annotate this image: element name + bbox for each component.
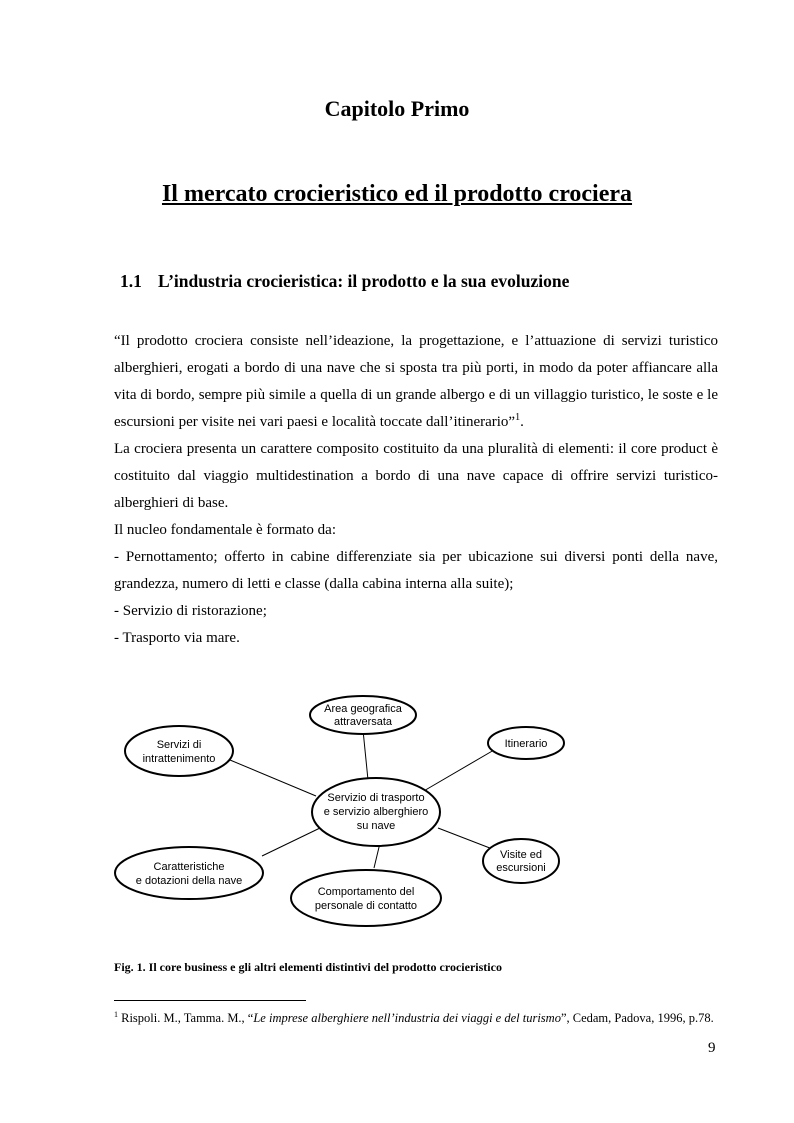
center-line-1: Servizio di trasporto: [327, 792, 425, 804]
list-item: - Servizio di ristorazione;: [114, 603, 267, 619]
list-item: - Trasporto via mare.: [114, 630, 240, 646]
section-number: 1.1: [120, 271, 142, 291]
diagram-node-servizi-intrattenimento: [125, 726, 233, 776]
footnote-reference: 1: [515, 412, 521, 423]
footnote: [114, 1006, 718, 1027]
paragraph-quote: “Il prodotto crociera consiste nell’ideazione, la progettazione, e l’attuazione di servizi turistico alberghieri, erogati a bordo di una nave che si sposta tra più porti, in modo da poter affiancare alla vita di bordo, sempre più simile a quella di un grande albergo e di un villaggio turistico, le soste e le escursioni per visite nei vari paesi e località toccate dall’itinerario”$^1$.: [114, 333, 718, 430]
diagram-center-node: [312, 778, 440, 846]
diagram-node-visite: [483, 839, 559, 883]
node-servizi-line-2: intrattenimento: [142, 753, 216, 765]
node-comportamento-line-1: Comportamento del: [317, 886, 415, 898]
center-line-3: su nave: [356, 820, 396, 832]
center-line-2: e servizio alberghiero: [323, 806, 429, 818]
footnote-divider: [114, 1000, 306, 1001]
paragraph: La crociera presenta un carattere composito costituito da una pluralità di elementi: il core product è costituito dal viaggio multidestination a bordo di una nave capace di offrire servizi turistico-alberghieri di base.: [114, 441, 718, 511]
figure-caption: Fig. 1. Il core business e gli altri elementi distintivi del prodotto crocieristico: [114, 960, 502, 974]
section-heading: [120, 271, 569, 292]
footnote-book-title: Le imprese alberghiere nell’industria dei viaggi e del turismo: [253, 1011, 561, 1026]
footnote-authors: Rispoli. M., Tamma. M., “: [121, 1011, 254, 1026]
list-item: - Pernottamento; offerto in cabine differenziate sia per ubicazione sui diversi ponti della nave, grandezza, numero di letti e classe (dalla cabina interna alla suite);: [114, 549, 718, 592]
page-number: 9: [708, 1040, 716, 1056]
node-caratteristiche-line-2: e dotazioni della nave: [135, 875, 243, 887]
diagram-node-caratteristiche: [115, 847, 263, 899]
chapter-title: Il mercato crocieristico ed il prodotto crociera: [161, 181, 633, 207]
node-area-line-1: Area geografica: [324, 703, 402, 715]
diagram-node-itinerario: [488, 727, 564, 759]
section-title: L’industria crocieristica: il prodotto e la sua evoluzione: [158, 271, 570, 291]
chapter-label: Capitolo Primo: [324, 96, 470, 121]
node-comportamento-line-2: personale di contatto: [314, 900, 418, 912]
node-visite-line-2: escursioni: [496, 862, 546, 874]
node-area-line-2: attraversata: [333, 716, 393, 728]
footnote-publisher: ”, Cedam, Padova, 1996, p.78.: [560, 1011, 714, 1026]
node-itinerario-line-1: Itinerario: [504, 738, 548, 750]
core-business-diagram: [110, 688, 610, 933]
diagram-node-comportamento: [291, 870, 441, 926]
body-text: [114, 328, 718, 652]
diagram-node-area-geografica: [310, 696, 416, 734]
node-visite-line-1: Visite ed: [500, 849, 542, 861]
node-servizi-line-1: Servizi di: [156, 739, 202, 751]
footnote-number: 1: [114, 1010, 118, 1019]
paragraph: Il nucleo fondamentale è formato da:: [114, 522, 336, 538]
paragraph-quote-text: “Il prodotto crociera consiste nell’ideazione, la progettazione, e l’attuazione di servizi turistico alberghieri, erogati a bordo di una nave che si sposta tra più porti, in modo da poter affiancare alla vita di bordo, sempre più simile a quella di un grande albergo e di un villaggio turistico, le soste e le escursioni per visite nei vari paesi e località toccate dall’itinerario”: [114, 333, 718, 430]
node-caratteristiche-line-1: Caratteristiche: [153, 861, 225, 873]
